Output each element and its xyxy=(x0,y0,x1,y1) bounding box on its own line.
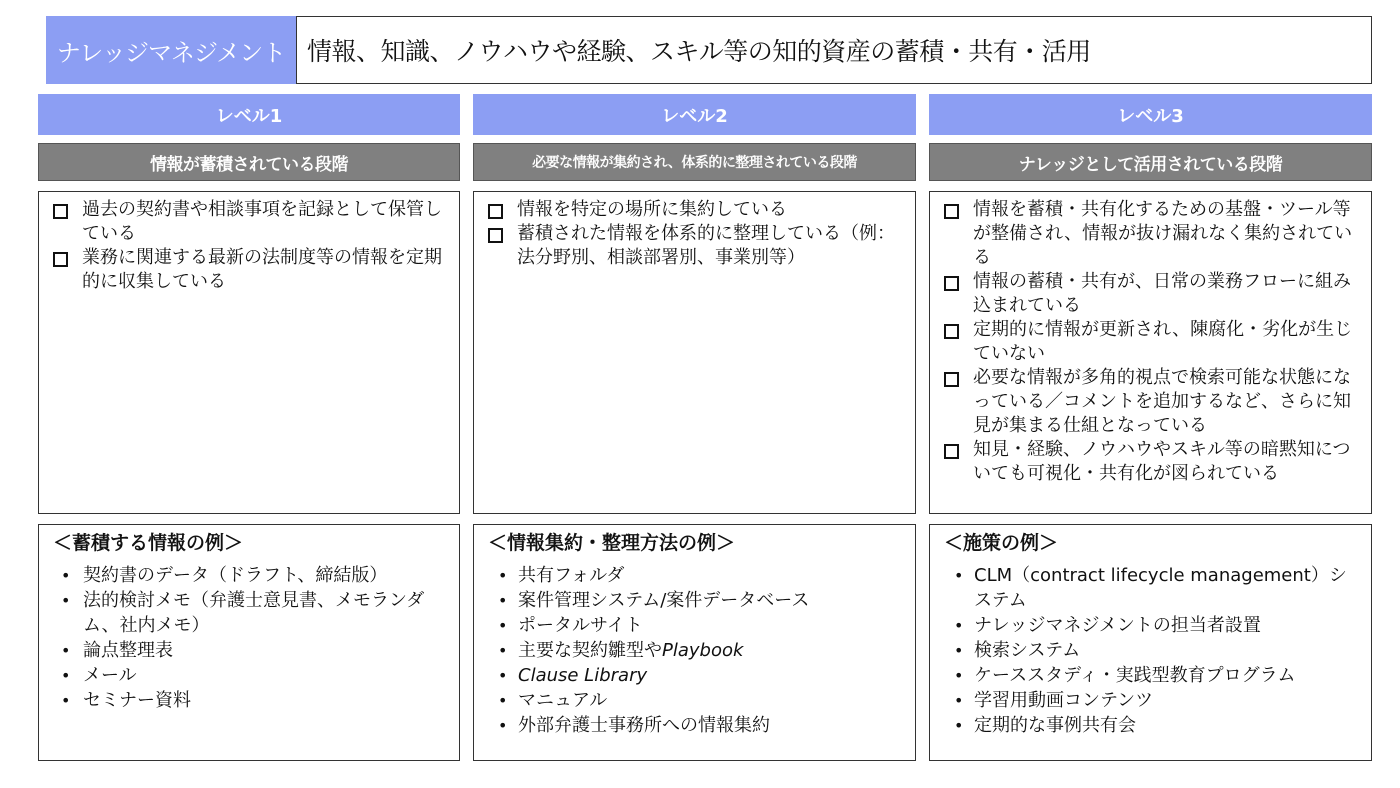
level-3-column xyxy=(929,94,1372,736)
example-item: • マニュアル xyxy=(498,690,608,711)
criteria-item: 必要な情報が多角的視点で検索可能な状態になっている／コメントを追加するなど、さらに知見が集まる仕組となっている xyxy=(940,366,1363,438)
checkbox-icon xyxy=(488,228,503,243)
bullet-icon: • xyxy=(954,666,964,685)
bullet-icon: • xyxy=(61,591,71,610)
level-2-column xyxy=(473,94,916,736)
bullet-icon: • xyxy=(498,641,508,660)
criteria-item: 定期的に情報が更新され、陳腐化・劣化が生じていない xyxy=(940,318,1363,366)
italic-term: Playbook xyxy=(662,640,744,661)
header-title: 情報、知識、ノウハウや経験、スキル等の知的資産の蓄積・共有・活用 xyxy=(296,16,1372,84)
checkbox-icon xyxy=(53,252,68,267)
bullet-icon: • xyxy=(498,591,508,610)
stage-heading: ナレッジとして活用されている段階 xyxy=(929,143,1372,181)
example-item: • 定期的な事例共有会 xyxy=(954,715,1136,736)
examples-title: ＜情報集約・整理方法の例＞ xyxy=(488,532,736,554)
bullet-icon: • xyxy=(954,641,964,660)
level-heading: レベル1 xyxy=(38,94,460,135)
example-item: • Clause Library xyxy=(498,665,648,686)
level-1-column xyxy=(38,94,460,711)
level-heading: レベル2 xyxy=(473,94,916,135)
bullet-icon: • xyxy=(498,616,508,635)
bullet-icon: • xyxy=(498,716,508,735)
header-label: ナレッジマネジメント xyxy=(46,16,296,84)
checkbox-icon xyxy=(53,204,68,219)
example-item: • メール xyxy=(61,665,137,686)
example-item: • ケーススタディ・実践型教育プログラム xyxy=(954,665,1296,686)
bullet-icon: • xyxy=(954,691,964,710)
bullet-icon: • xyxy=(61,566,71,585)
example-item: • 契約書のデータ（ドラフト、締結版） xyxy=(61,565,388,586)
criteria-box xyxy=(38,191,460,514)
criteria-item: 過去の契約書や相談事項を記録として保管している xyxy=(49,198,451,246)
level-heading: レベル3 xyxy=(929,94,1372,135)
example-item: • 外部弁護士事務所への情報集約 xyxy=(498,715,770,736)
example-item: • CLM（contract lifecycle management）システム xyxy=(954,565,1347,611)
criteria-item: 情報を蓄積・共有化するための基盤・ツール等が整備され、情報が抜け漏れなく集約されている xyxy=(940,198,1363,270)
examples-box xyxy=(38,524,460,761)
criteria-item: 情報の蓄積・共有が、日常の業務フローに組み込まれている xyxy=(940,270,1363,318)
example-item: • ナレッジマネジメントの担当者設置 xyxy=(954,615,1261,636)
criteria-item: 知見・経験、ノウハウやスキル等の暗黙知についても可視化・共有化が図られている xyxy=(940,438,1363,486)
bullet-icon: • xyxy=(498,666,508,685)
checkbox-icon xyxy=(944,276,959,291)
example-item: • 法的検討メモ（弁護士意見書、メモランダム、社内メモ） xyxy=(61,590,425,636)
checkbox-icon xyxy=(944,324,959,339)
example-item: • 論点整理表 xyxy=(61,640,173,661)
checkbox-icon xyxy=(488,204,503,219)
stage-heading: 情報が蓄積されている段階 xyxy=(38,143,460,181)
criteria-item: 蓄積された情報を体系的に整理している（例：法分野別、相談部署別、事業別等） xyxy=(484,222,907,270)
criteria-item: 業務に関連する最新の法制度等の情報を定期的に収集している xyxy=(49,246,451,294)
checkbox-icon xyxy=(944,372,959,387)
examples-box xyxy=(473,524,916,761)
example-item: • 共有フォルダ xyxy=(498,565,625,586)
example-item: • 学習用動画コンテンツ xyxy=(954,690,1154,711)
example-item: • セミナー資料 xyxy=(61,690,191,711)
examples-title: ＜施策の例＞ xyxy=(944,532,1059,554)
bullet-icon: • xyxy=(61,666,71,685)
example-item: • 案件管理システム/案件データベース xyxy=(498,590,810,611)
bullet-icon: • xyxy=(61,641,71,660)
criteria-box xyxy=(473,191,916,514)
header xyxy=(46,16,1372,84)
bullet-icon: • xyxy=(61,691,71,710)
bullet-icon: • xyxy=(498,566,508,585)
example-item: • 主要な契約雛型やPlaybook xyxy=(498,640,744,661)
checkbox-icon xyxy=(944,204,959,219)
bullet-icon: • xyxy=(954,716,964,735)
example-item: • ポータルサイト xyxy=(498,615,643,636)
checkbox-icon xyxy=(944,444,959,459)
bullet-icon: • xyxy=(954,566,964,585)
bullet-icon: • xyxy=(954,616,964,635)
bullet-icon: • xyxy=(498,691,508,710)
stage-heading: 必要な情報が集約され、体系的に整理されている段階 xyxy=(473,143,916,181)
examples-title: ＜蓄積する情報の例＞ xyxy=(53,532,244,554)
examples-box xyxy=(929,524,1372,761)
example-item: • 検索システム xyxy=(954,640,1081,661)
criteria-item: 情報を特定の場所に集約している xyxy=(484,198,907,222)
criteria-box xyxy=(929,191,1372,514)
